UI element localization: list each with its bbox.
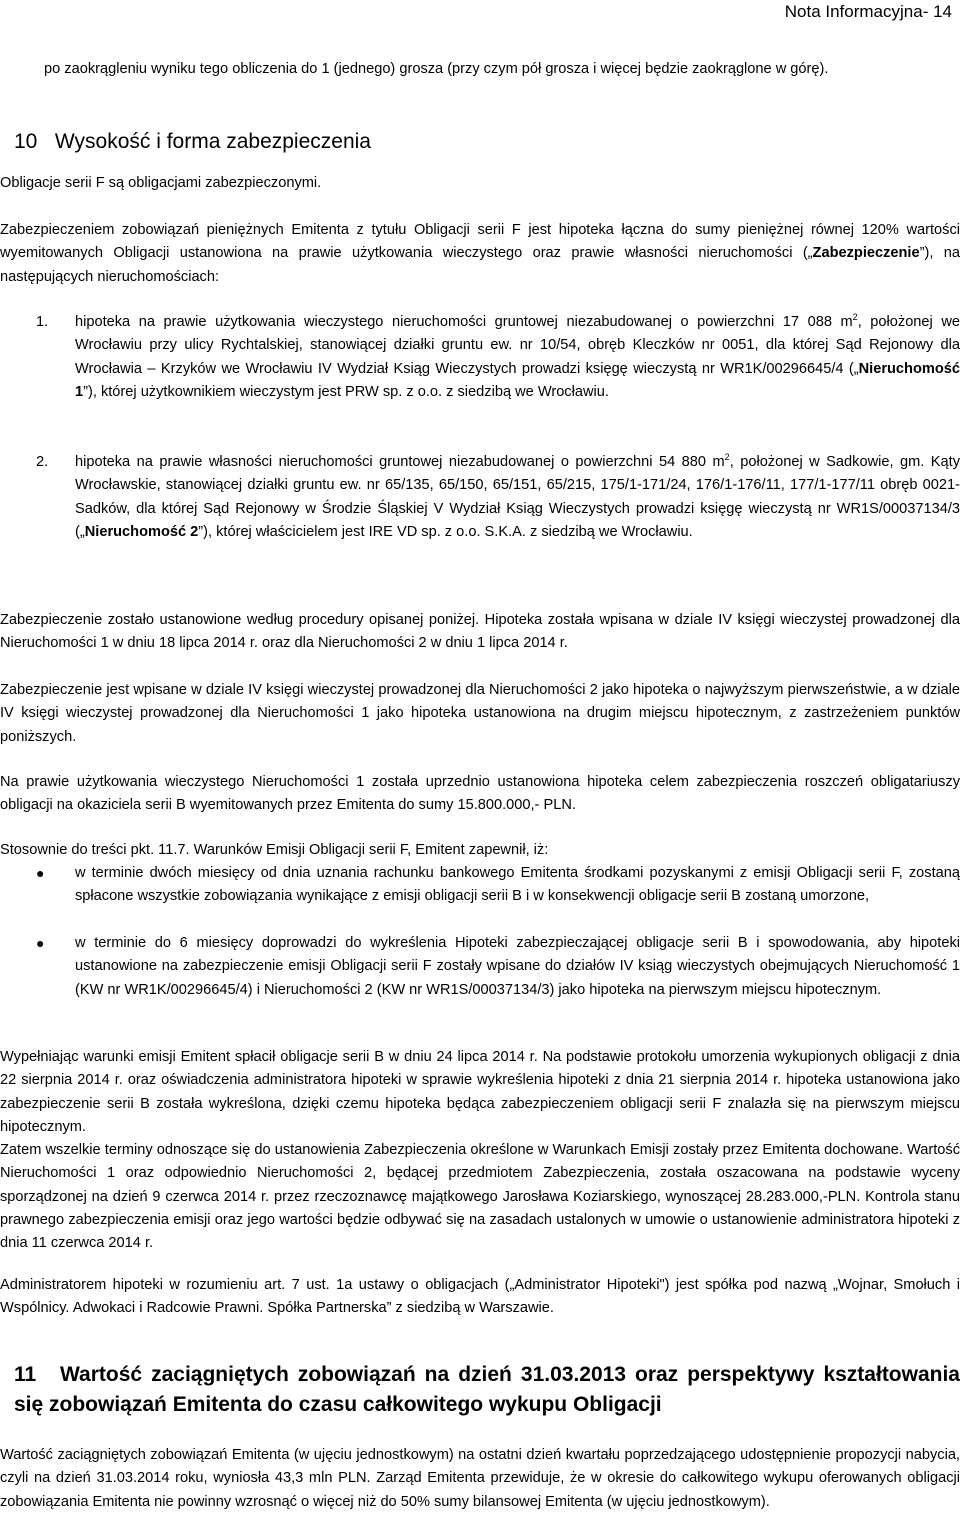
list-item-2 (75, 451, 960, 544)
p2-text-b: ”), na następujących nieruchomościach: (0, 245, 960, 285)
bullet-item-1: w terminie dwóch miesięcy od dnia uznania rachunku bankowego Emitenta środkami pozyskanymi z emisji Obligacji serii F, zostaną spłacone wszystkie zobowiązania wynikające z emisji obligacji serii B i w konsekwencji obligacje serii B zostaną umorzone, (75, 865, 960, 905)
section-10-p9: Administratorem hipoteki w rozumieniu art. 7 ust. 1a ustawy o obligacjach („Administrator Hipoteki") jest spółka pod nazwą „Wojnar, Smołuch i Wspólnicy. Adwokaci i Radcowie Prawni. Spółka Partnerska” z siedzibą w Warszawie. (0, 1277, 960, 1317)
p2-bold-term: Zabezpieczenie (812, 245, 920, 262)
list-item-1-sup: 2 (852, 312, 858, 323)
intro-continuation: po zaokrągleniu wyniku tego obliczenia do 1 (jednego) grosza (przy czym pół grosza i więcej będzie zaokrąglone w górę). (44, 61, 829, 77)
list-item-1-text-c: ”), której użytkownikiem wieczystym jest PRW sp. z o.o. z siedzibą we Wrocławiu. (83, 383, 609, 400)
list-item-2-text-b: , położonej w Sadkowie, gm. Kąty Wrocławskie, stanowiącej działki gruntu ew. nr 65/135, 65/150, 65/151, 65/215, 175/1-171/24, 176/1-176/11, 177/1-177/11 obręb 0021-Sadków, dla której Sąd Rejonowy w Środzie Śląskiej V Wydział Ksiąg Wieczystych prowadzi księgę wieczystą nr WR1S/00037134/3 („ (75, 454, 960, 540)
section-10-p3: Zabezpieczenie zostało ustanowione według procedury opisanej poniżej. Hipoteka została wpisana w dziale IV księgi wieczystej prowadzonej dla Nieruchomości 1 w dniu 18 lipca 2014 r. oraz dla Nieruchomości 2 w dniu 1 lipca 2014 r. (0, 612, 960, 652)
section-11-p1: Wartość zaciągniętych zobowiązań Emitenta (w ujęciu jednostkowym) na ostatni dzień kwartału poprzedzającego udostępnienie propozycji nabycia, czyli na dzień 31.03.2014 roku, wyniosła 43,3 mln PLN. Zarząd Emitenta przewiduje, że w okresie do całkowitego wykupu oferowanych obligacji zobowiązania Emitenta nie powinny wzrosnąć o więcej niż do 50% sumy bilansowej Emitenta (w ujęciu jednostkowym). (0, 1447, 960, 1510)
section-10-p2 (0, 219, 960, 289)
list-item-1-bold: Nieruchomość 1 (75, 360, 960, 400)
list-item-1-text-a: hipoteka na prawie użytkowania wieczystego nieruchomości gruntowej niezabudowanej o powierzchni 17 088 m (75, 314, 853, 330)
list-item-2-text-a: hipoteka na prawie własności nieruchomości gruntowej niezabudowanej o powierzchni 54 880 m (75, 454, 725, 470)
list-item-1-number: 1. (36, 314, 49, 330)
bullet-icon: ● (36, 865, 45, 881)
list-item-1 (75, 311, 960, 404)
page-header: Nota Informacyjna- 14 (784, 2, 952, 21)
list-item-2-number: 2. (36, 454, 49, 470)
section-10-number: 10 (14, 130, 38, 153)
bullet-icon: ● (36, 935, 45, 951)
list-item-2-bold: Nieruchomość 2 (84, 523, 199, 540)
p2-text-a: Zabezpieczeniem zobowiązań pieniężnych Emitenta z tytułu Obligacji serii F jest hipoteka łączna do sumy pieniężnej równej 120% wartości wyemitowanych Obligacji ustanowiona na prawie użytkowania wieczystego oraz prawie własności nieruchomości („ (0, 222, 960, 262)
section-10-p6: Stosownie do treści pkt. 11.7. Warunków Emisji Obligacji serii F, Emitent zapewnił, iż: (0, 842, 549, 858)
bullet-item-2: w terminie do 6 miesięcy doprowadzi do wykreślenia Hipoteki zabezpieczającej obligacje serii B i spowodowania, aby hipoteki ustanowione na zabezpieczenie emisji Obligacji serii F zostały wpisane do działów IV ksiąg wieczystych obejmujących Nieruchomość 1 (KW nr WR1K/00296645/4) i Nieruchomości 2 (KW nr WR1S/00037134/3) jako hipoteka na pierwszym miejscu hipotecznym. (75, 935, 960, 998)
list-item-2-sup: 2 (724, 452, 730, 463)
section-10-heading (14, 128, 371, 156)
section-10-title: Wysokość i forma zabezpieczenia (54, 130, 371, 153)
section-10-p7: Wypełniając warunki emisji Emitent spłacił obligacje serii B w dniu 24 lipca 2014 r. Na podstawie protokołu umorzenia wykupionych obligacji z dnia 22 sierpnia 2014 r. oraz oświadczenia administratora hipoteki w sprawie wykreślenia hipoteki z dnia 21 sierpnia 2014 r. hipoteka ustanowiona jako zabezpieczenie serii B została wykreślona, dzięki czemu hipoteka będąca zabezpieczeniem obligacji serii F znalazła się na pierwszym miejscu hipotecznym. (0, 1049, 960, 1135)
section-11-heading (14, 1360, 960, 1420)
section-10-p8: Zatem wszelkie terminy odnoszące się do ustanowienia Zabezpieczenia określone w Warunkach Emisji zostały przez Emitenta dochowane. Wartość Nieruchomości 1 oraz odpowiednio Nieruchomości 2, będącej przedmiotem Zabezpieczenia, została oszacowana na podstawie wyceny sporządzonej na dzień 9 czerwca 2014 r. przez rzeczoznawcę majątkowego Jarosława Koziarskiego, wynoszącej 28.283.000,-PLN. Kontrola stanu prawnego zabezpieczenia emisji oraz jego wartości będzie odbywać się na zasadach ustalonych w umowie o ustanowienie administratora hipoteki z dnia 11 czerwca 2014 r. (0, 1142, 960, 1252)
section-10-p5: Na prawie użytkowania wieczystego Nieruchomości 1 została uprzednio ustanowiona hipoteka celem zabezpieczenia roszczeń obligatariuszy obligacji na okaziciela serii B wyemitowanych przez Emitenta do sumy 15.800.000,- PLN. (0, 774, 960, 814)
section-10-p1: Obligacje serii F są obligacjami zabezpieczonymi. (0, 175, 322, 191)
section-11-title: Wartość zaciągniętych zobowiązań na dzień 31.03.2013 oraz perspektywy kształtowania się zobowiązań Emitenta do czasu całkowitego wykupu Obligacji (14, 1363, 960, 1416)
section-10-p4: Zabezpieczenie jest wpisane w dziale IV księgi wieczystej prowadzonej dla Nieruchomości 2 jako hipoteka o najwyższym pierwszeństwie, a w dziale IV księgi wieczystej prowadzonej dla Nieruchomości 1 jako hipoteka ustanowiona na drugim miejscu hipotecznym, z zastrzeżeniem punktów poniższych. (0, 682, 960, 745)
list-item-2-text-c: ”), której właścicielem jest IRE VD sp. z o.o. S.K.A. z siedzibą we Wrocławiu. (198, 523, 693, 540)
list-item-1-text-b: , położonej we Wrocławiu przy ulicy Rychtalskiej, stanowiącej działki gruntu ew. nr 10/54, obręb Kleczków nr 0051, dla której Sąd Rejonowy dla Wrocławia – Krzyków we Wrocławiu IV Wydział Ksiąg Wieczystych prowadzi księgę wieczystą nr WR1K/00296645/4 („ (75, 314, 960, 377)
section-11-number: 11 (14, 1363, 37, 1386)
